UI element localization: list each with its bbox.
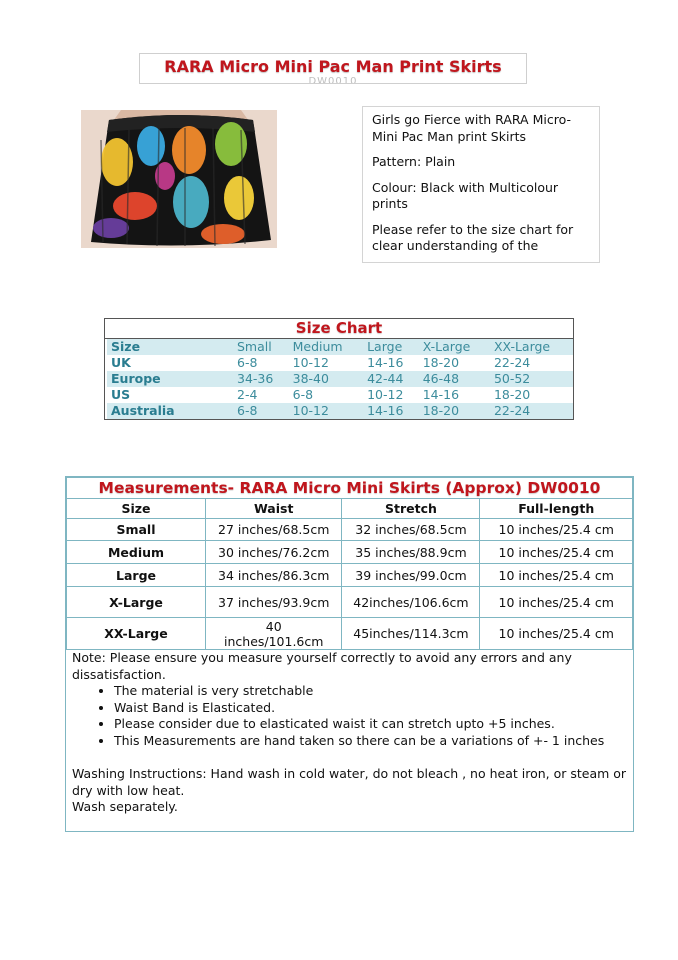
washing-instructions: Washing Instructions: Hand wash in cold water, do not bleach , no heat iron, or steam or dry with low heat. [72, 766, 627, 798]
table-cell: 34 inches/86.3cm [206, 564, 342, 587]
table-cell: 35 inches/88.9cm [342, 541, 480, 564]
table-cell: 40 inches/101.6cm [206, 618, 342, 650]
table-cell: 14-16 [367, 355, 404, 370]
table-cell: X-Large [419, 339, 490, 355]
wash-separately: Wash separately. [72, 799, 178, 814]
table-cell: 18-20 [422, 355, 460, 370]
measurements-header-row [67, 499, 633, 519]
page-title: RARA Micro Mini Pac Man Print Skirts [164, 57, 502, 76]
table-cell: 50-52 [490, 371, 573, 387]
notes-block [66, 650, 633, 816]
table-row [67, 564, 633, 587]
list-item: • Please consider due to elasticated waist it can stretch upto +5 inches. [114, 716, 627, 733]
table-header-cell: Stretch [342, 499, 480, 519]
product-photo [81, 110, 277, 248]
table-cell: 10-12 [292, 355, 329, 370]
measurements-title: Measurements- RARA Micro Mini Skirts (Approx) DW0010 [67, 478, 633, 499]
table-row [107, 387, 573, 403]
skirt-illustration [81, 110, 277, 248]
table-cell: X-Large [67, 587, 206, 618]
table-header-cell: Size [67, 499, 206, 519]
table-row [107, 403, 573, 419]
measurements-section [65, 476, 634, 832]
table-cell: 2-4 [237, 387, 258, 402]
measurements-title-row [67, 478, 633, 499]
measurements-table [66, 477, 633, 650]
table-row [67, 587, 633, 618]
table-cell: Small [233, 339, 289, 355]
table-cell: 10-12 [289, 403, 363, 419]
table-cell: UK [111, 355, 131, 370]
size-chart [104, 318, 574, 420]
table-row [107, 371, 573, 387]
table-cell: 22-24 [493, 355, 531, 370]
table-cell: 10 inches/25.4 cm [480, 541, 633, 564]
table-cell: 14-16 [422, 387, 460, 402]
list-item: • This Measurements are hand taken so there can be a variations of +- 1 inches [114, 733, 627, 750]
table-cell: 45inches/114.3cm [342, 618, 480, 650]
size-chart-title: Size Chart [105, 319, 573, 339]
description-line: Pattern: Plain [372, 154, 456, 169]
table-cell: 32 inches/68.5cm [342, 519, 480, 541]
title-ghost-text: DW0010 [308, 76, 358, 84]
table-cell: 27 inches/68.5cm [206, 519, 342, 541]
table-cell: Size [107, 339, 233, 355]
notes-list [72, 683, 627, 749]
table-cell: 6-8 [233, 403, 289, 419]
table-cell: Europe [107, 371, 233, 387]
size-chart-header-row [107, 339, 573, 355]
table-cell: US [111, 387, 131, 402]
table-cell: 42inches/106.6cm [342, 587, 480, 618]
table-cell: 39 inches/99.0cm [342, 564, 480, 587]
table-cell: 10 inches/25.4 cm [480, 564, 633, 587]
table-row [67, 541, 633, 564]
table-cell: 14-16 [363, 403, 419, 419]
table-cell: Medium [67, 541, 206, 564]
size-chart-table [107, 339, 573, 419]
table-cell: Large [67, 564, 206, 587]
table-cell: 22-24 [490, 403, 573, 419]
table-cell: 46-48 [419, 371, 490, 387]
description-line: Please refer to the size chart for clear understanding of the [372, 221, 574, 253]
table-cell: XX-Large [67, 618, 206, 650]
table-cell: 18-20 [493, 387, 531, 402]
table-row [107, 355, 573, 371]
page-title-box [139, 53, 527, 84]
table-cell: 10-12 [367, 387, 404, 402]
table-cell: 30 inches/76.2cm [206, 541, 342, 564]
table-row [67, 618, 633, 650]
table-header-cell: Waist [206, 499, 342, 519]
table-cell: 42-44 [363, 371, 419, 387]
table-cell: 38-40 [289, 371, 363, 387]
list-item: • Waist Band is Elasticated. [114, 700, 627, 717]
table-cell: Medium [289, 339, 363, 355]
table-cell: 10 inches/25.4 cm [480, 587, 633, 618]
list-item: • The material is very stretchable [114, 683, 627, 700]
table-cell: 10 inches/25.4 cm [480, 618, 633, 650]
table-cell: XX-Large [490, 339, 573, 355]
table-cell: Large [363, 339, 419, 355]
table-cell: Australia [107, 403, 233, 419]
note-intro: Note: Please ensure you measure yourself correctly to avoid any errors and any dissatisfaction. [72, 650, 572, 682]
table-cell: 18-20 [419, 403, 490, 419]
description-line: Colour: Black with Multicolour prints [372, 179, 559, 211]
table-cell: 6-8 [292, 387, 314, 402]
description-line: Girls go Fierce with RARA Micro-Mini Pac Man print Skirts [372, 112, 571, 144]
table-cell: Small [67, 519, 206, 541]
table-row [67, 519, 633, 541]
table-cell: 34-36 [233, 371, 289, 387]
table-header-cell: Full-length [480, 499, 633, 519]
table-cell: 6-8 [237, 355, 258, 370]
table-cell: 37 inches/93.9cm [206, 587, 342, 618]
product-description [362, 106, 600, 263]
table-cell: 10 inches/25.4 cm [480, 519, 633, 541]
